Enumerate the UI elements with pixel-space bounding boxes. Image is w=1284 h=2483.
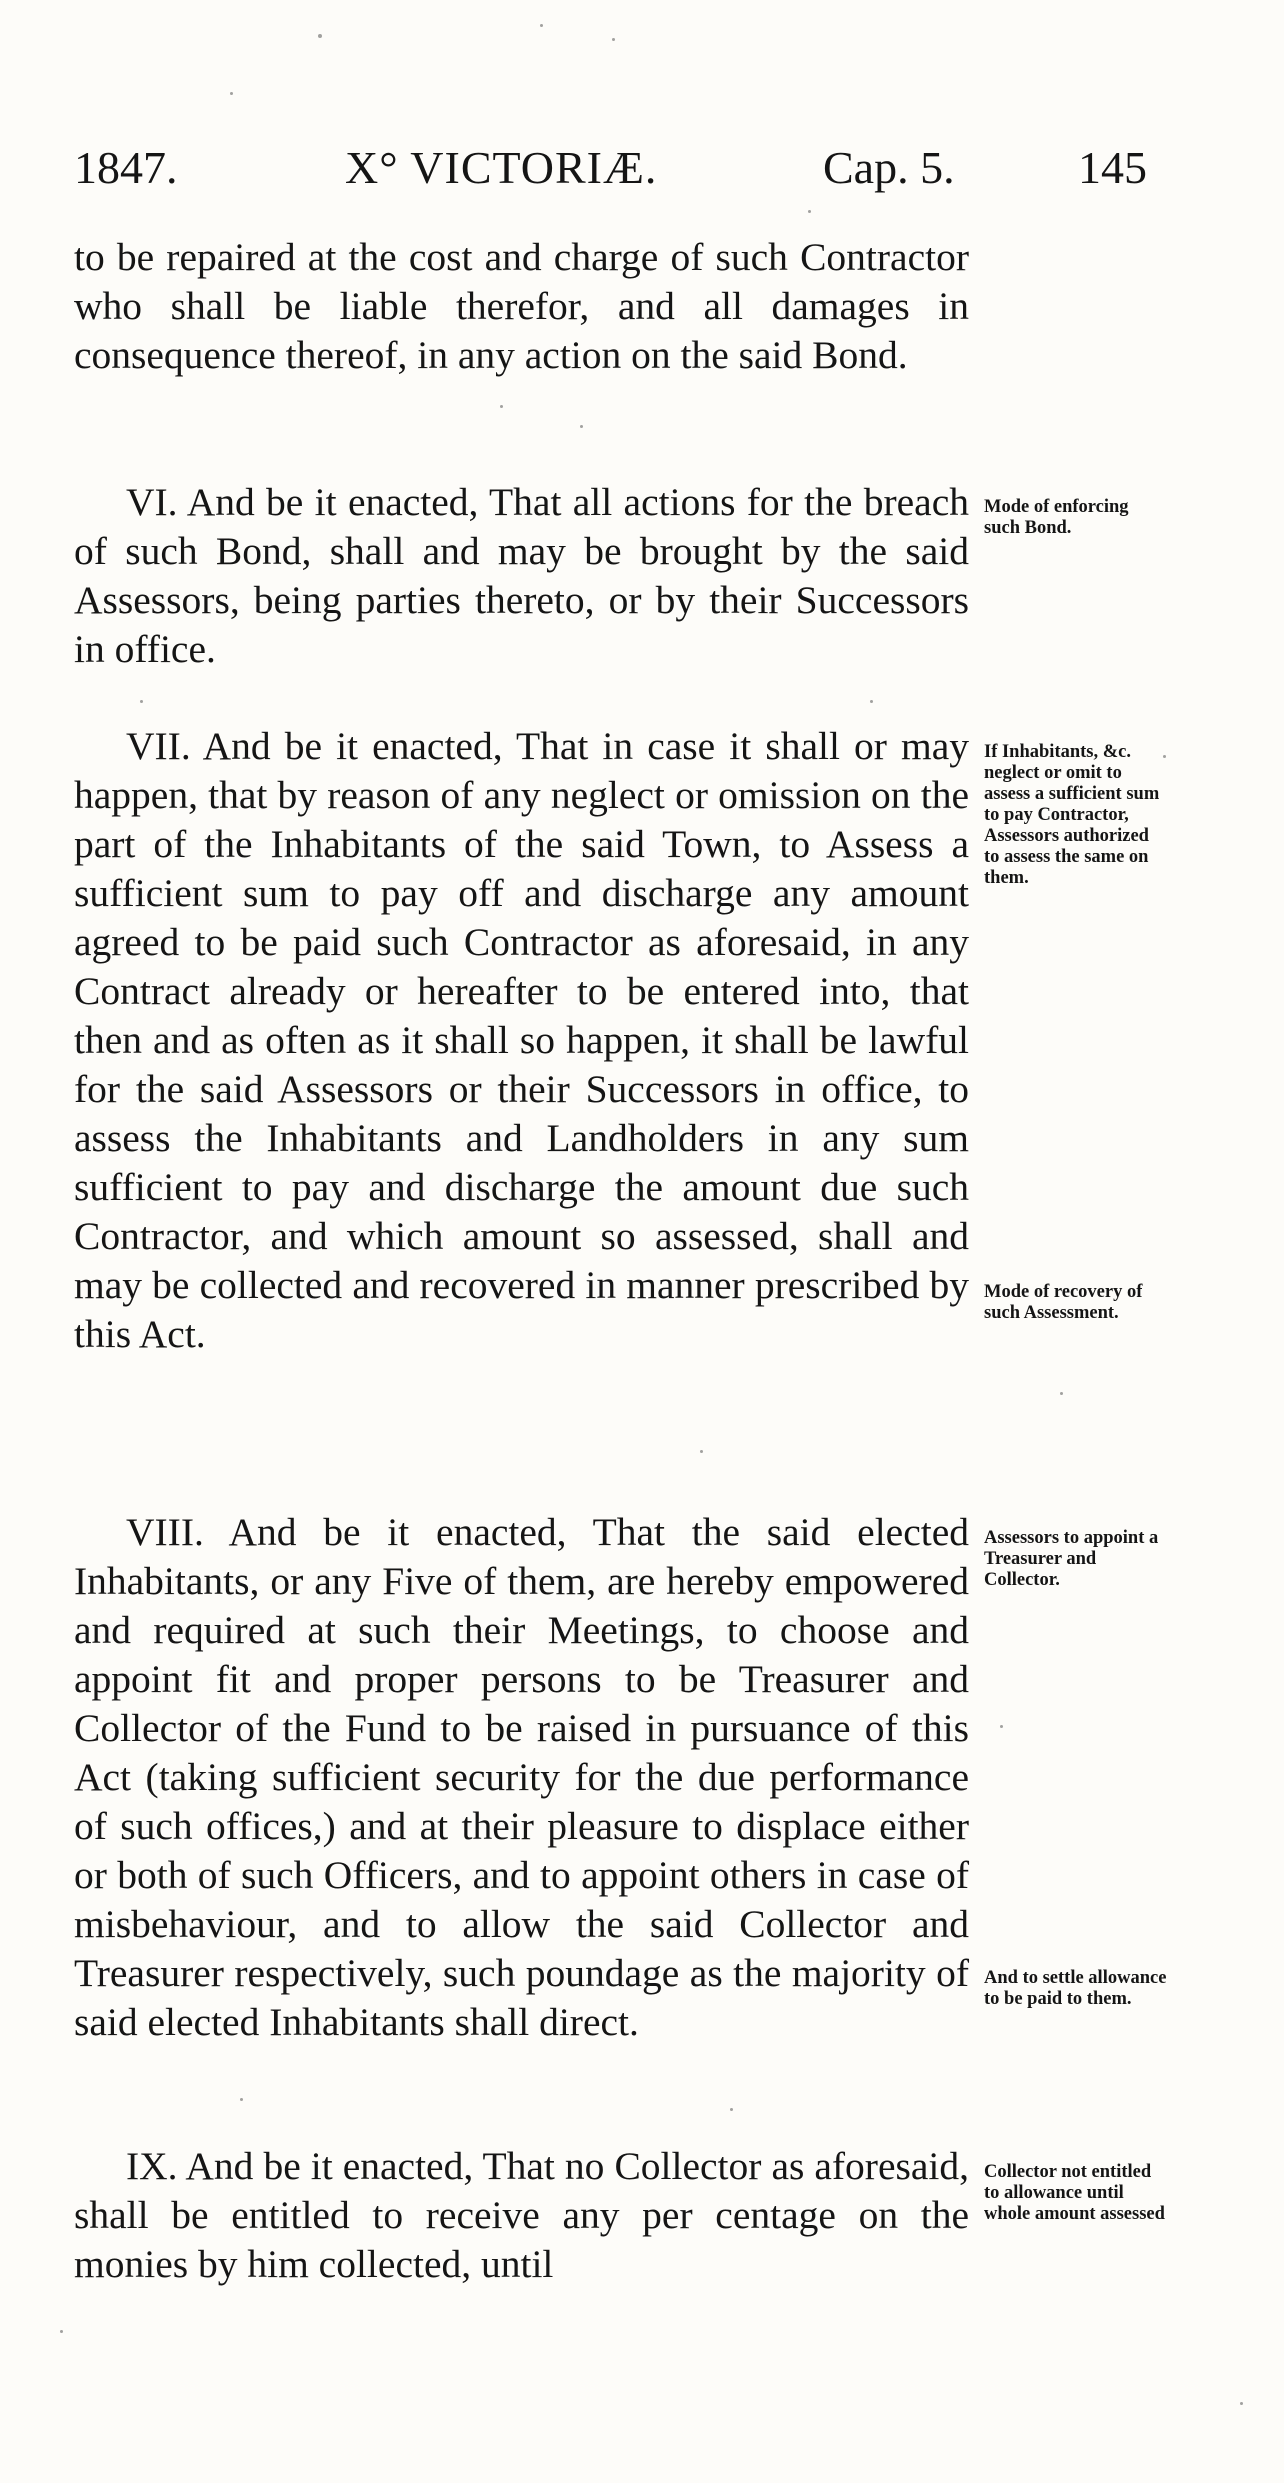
- paragraph-section-vii: VII. And be it enacted, That in case it shall or may happen, that by reason of any neglect or omission on the part of the Inhabitants of the said Town, to Assess a sufficient sum to pay off and discharge any amount agreed to be paid such Contractor as aforesaid, in any Contract already or hereafter to be entered into, that then and as often as it shall so happen, it shall be lawful for the said Assessors or their Successors in office, to assess the Inhabitants and Landholders in any sum sufficient to pay and discharge the amount due such Contractor, and which amount so assessed, shall and may be collected and recovered in manner prescribed by this Act.: [74, 724, 969, 1356]
- scan-speck: [1060, 1392, 1063, 1395]
- margin-note-recovery: Mode of recovery of such Assessment.: [984, 1282, 1143, 1323]
- header-chapter: Cap. 5.: [823, 142, 955, 193]
- scan-speck: [730, 2108, 733, 2111]
- margin-note-inhabitants: If Inhabitants, &c. neglect or omit to assess a sufficient sum to pay Contractor, Assessors authorized to assess the same on them.: [984, 742, 1160, 888]
- scan-speck: [140, 700, 143, 703]
- margin-note-poundage: And to settle allowance to be paid to them.: [984, 1968, 1167, 2009]
- paragraph-section-ix: IX. And be it enacted, That no Collector as aforesaid, shall be entitled to receive any per centage on the monies by him collected, until: [74, 2144, 969, 2286]
- scan-speck: [700, 1450, 703, 1453]
- header-title: X° VICTORIÆ.: [345, 142, 658, 193]
- paragraph-section-viii: VIII. And be it enacted, That the said elected Inhabitants, or any Five of them, are hereby empowered and required at such their Meetings, to choose and appoint fit and proper persons to be Treasurer and Collector of the Fund to be raised in pursuance of this Act (taking sufficient security for the due performance of such offices,) and at their pleasure to displace either or both of such Officers, and to appoint others in case of misbehaviour, and to allow the said Collector and Treasurer respectively, such poundage as the majority of said elected Inhabitants shall direct.: [74, 1510, 969, 2044]
- paragraph-continued: to be repaired at the cost and charge of such Contractor who shall be liable therefor, and all damages in consequence thereof, in any action on the said Bond.: [74, 235, 969, 377]
- scan-speck: [870, 700, 873, 703]
- page-number: 145: [1078, 142, 1147, 193]
- paragraph-section-vi: VI. And be it enacted, That all actions for the breach of such Bond, shall and may be brought by the said Assessors, being parties thereto, or by their Successors in office.: [74, 480, 969, 671]
- header-year: 1847.: [74, 142, 178, 193]
- scan-speck: [580, 425, 583, 428]
- scan-speck: [60, 2330, 63, 2333]
- scan-speck: [1163, 755, 1166, 758]
- scan-speck: [1240, 2402, 1243, 2405]
- scan-speck: [1000, 1725, 1003, 1728]
- margin-note-bond: Mode of enforcing such Bond.: [984, 497, 1129, 538]
- scan-speck: [240, 2098, 243, 2101]
- scan-speck: [500, 405, 503, 408]
- margin-note-treasurer: Assessors to appoint a Treasurer and Collector.: [984, 1528, 1159, 1590]
- scan-speck: [230, 92, 233, 95]
- scan-speck: [318, 34, 322, 38]
- scan-speck: [808, 210, 811, 213]
- scan-speck: [540, 24, 543, 27]
- margin-note-collector: Collector not entitled to allowance until whole amount assessed: [984, 2162, 1165, 2224]
- scan-speck: [612, 38, 615, 41]
